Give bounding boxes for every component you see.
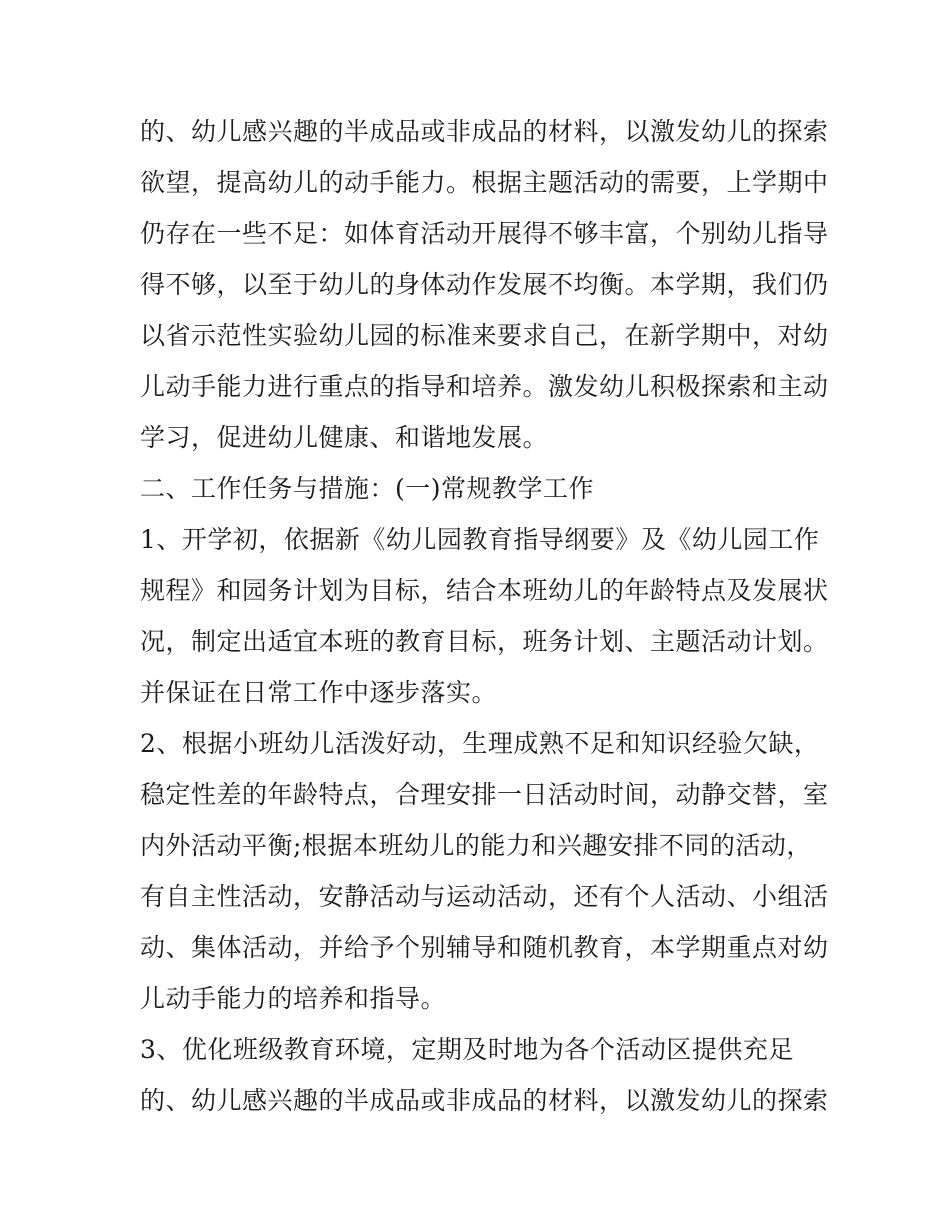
text-line: 得不够，以至于幼儿的身体动作发展不均衡。本学期，我们仍 xyxy=(140,270,829,299)
text-line: 并保证在日常工作中逐步落实。 xyxy=(140,678,498,707)
text-line: 儿动手能力的培养和指导。 xyxy=(140,984,447,1013)
text-line: 1、开学初，依据新《幼儿园教育指导纲要》及《幼儿园工作 xyxy=(140,525,820,554)
text-line: 稳定性差的年龄特点，合理安排一日活动时间，动静交替，室 xyxy=(140,780,829,809)
text-line: 的、幼儿感兴趣的半成品或非成品的材料，以激发幼儿的探索 xyxy=(140,1086,829,1115)
text-line: 动、集体活动，并给予个别辅导和随机教育，本学期重点对幼 xyxy=(140,933,829,962)
text-line: 3、优化班级教育环境，定期及时地为各个活动区提供充足 xyxy=(140,1035,794,1064)
text-line: 学习，促进幼儿健康、和谐地发展。 xyxy=(140,423,549,452)
document-body xyxy=(140,106,830,1126)
text-line: 2、根据小班幼儿活泼好动，生理成熟不足和知识经验欠缺， xyxy=(140,729,820,758)
text-line: 仍存在一些不足：如体育活动开展得不够丰富，个别幼儿指导 xyxy=(140,219,829,248)
text-line: 内外活动平衡;根据本班幼儿的能力和兴趣安排不同的活动， xyxy=(140,831,812,860)
text-line: 欲望，提高幼儿的动手能力。根据主题活动的需要，上学期中 xyxy=(140,168,829,197)
text-line: 规程》和园务计划为目标，结合本班幼儿的年龄特点及发展状 xyxy=(140,576,829,605)
text-line: 儿动手能力进行重点的指导和培养。激发幼儿积极探索和主动 xyxy=(140,372,829,401)
text-line: 以省示范性实验幼儿园的标准来要求自己，在新学期中，对幼 xyxy=(140,321,829,350)
text-line: 的、幼儿感兴趣的半成品或非成品的材料，以激发幼儿的探索 xyxy=(140,117,829,146)
text-line: 况，制定出适宜本班的教育目标，班务计划、主题活动计划。 xyxy=(140,627,829,656)
section-heading: 二、工作任务与措施：(一)常规教学工作 xyxy=(140,474,595,503)
text-line: 有自主性活动，安静活动与运动活动，还有个人活动、小组活 xyxy=(140,882,829,911)
